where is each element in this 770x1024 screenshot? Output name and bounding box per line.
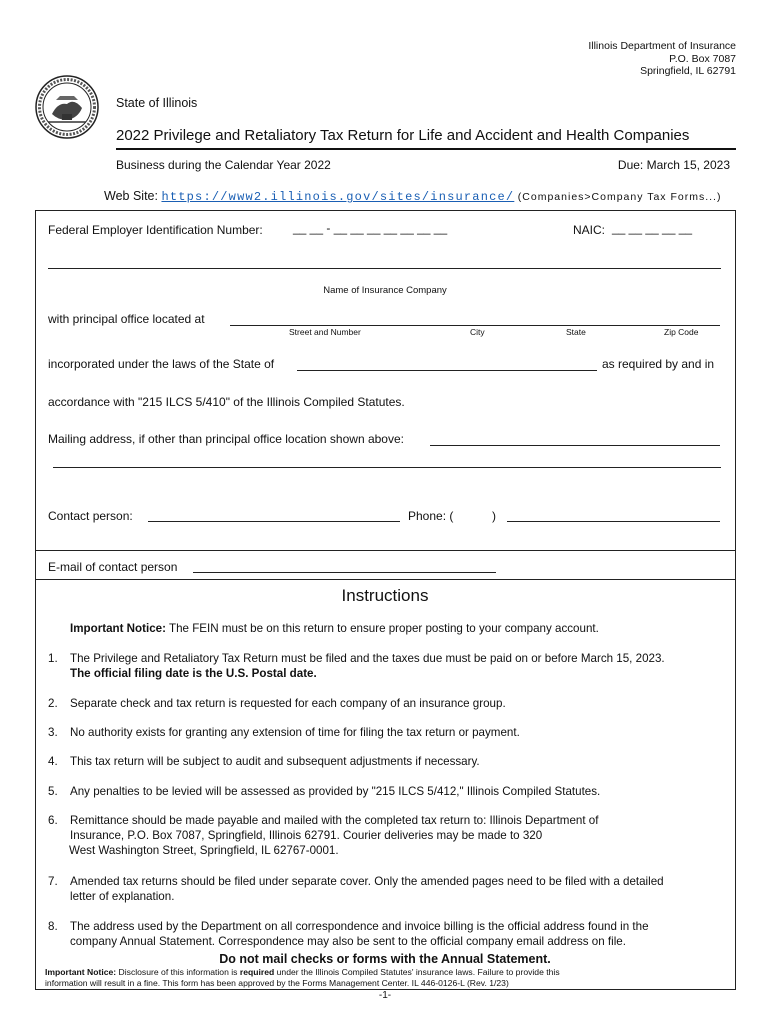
email-label: E-mail of contact person	[48, 560, 178, 574]
section-divider	[36, 550, 735, 551]
instruction-item-5: 5. Any penalties to be levied will be assessed as provided by "215 ILCS 5/412," Illinois Compiled Statutes.	[48, 785, 601, 798]
accordance-text: accordance with "215 ILCS 5/410" of the Illinois Compiled Statutes.	[48, 395, 405, 409]
city-caption: City	[470, 327, 485, 337]
notice-text: The FEIN must be on this return to ensure proper posting to your company account.	[169, 622, 599, 635]
state-name: State of Illinois	[116, 96, 198, 110]
incorporated-label: incorporated under the laws of the State of	[48, 357, 275, 371]
page-number: -1-	[378, 990, 392, 1001]
fein-label: Federal Employer Identification Number:	[48, 223, 263, 237]
company-name-caption: Name of Insurance Company	[323, 285, 447, 296]
instruction-item-6: 6. Remittance should be made payable and mailed with the completed tax return to: Illinois Department of Insurance, P.O. Box 7087, Springfield, Illinois 62791. Courier deliveries may be made to 320 West Washington Street, Springfield, IL 62767-0001.	[48, 814, 599, 857]
as-required-text: as required by and in	[602, 357, 715, 371]
business-year: Business during the Calendar Year 2022	[116, 158, 331, 172]
incorporated-state-field[interactable]	[297, 370, 597, 371]
website-note: (Companies>Company Tax Forms...)	[517, 191, 722, 203]
mailing-field[interactable]	[430, 445, 720, 446]
fein-field[interactable]: __ __ - __ __ __ __ __ __ __	[293, 221, 448, 235]
naic-field[interactable]: __ __ __ __ __	[612, 221, 693, 235]
no-mail-notice: Do not mail checks or forms with the Annual Statement.	[219, 952, 551, 966]
instruction-item-1: 1. The Privilege and Retaliatory Tax Return must be filed and the taxes due must be paid on or before March 15, 2023. The official filing date is the U.S. Postal date.	[48, 652, 665, 680]
principal-office-field[interactable]	[230, 325, 720, 326]
contact-label: Contact person:	[48, 509, 133, 523]
email-field[interactable]	[193, 572, 496, 573]
instructions-title: Instructions	[341, 586, 429, 605]
due-date: Due: March 15, 2023	[617, 158, 730, 172]
phone-close-paren: )	[492, 509, 496, 523]
agency-name: Illinois Department of Insurance	[588, 40, 736, 52]
website-label: Web Site:	[104, 189, 158, 203]
notice-bold: Important Notice:	[70, 622, 166, 635]
form-title: 2022 Privilege and Retaliatory Tax Return for Life and Accident and Health Companies	[116, 127, 690, 144]
title-rule	[116, 148, 736, 150]
instruction-item-2: 2. Separate check and tax return is requested for each company of an insurance group.	[48, 697, 506, 710]
company-name-field[interactable]	[48, 268, 721, 269]
street-caption: Street and Number	[289, 327, 361, 337]
instruction-item-7: 7. Amended tax returns should be filed under separate cover. Only the amended pages need to be filed with a detailed letter of explanation.	[48, 875, 664, 903]
website-link[interactable]: https://www2.illinois.gov/sites/insurance/	[161, 190, 515, 204]
contact-field[interactable]	[148, 521, 400, 522]
website-line	[104, 189, 721, 204]
state-seal-icon	[34, 74, 100, 140]
instruction-item-4: 4. This tax return will be subject to audit and subsequent adjustments if necessary.	[48, 755, 480, 768]
agency-address	[588, 40, 736, 78]
instruction-item-8: 8. The address used by the Department on all correspondence and invoice billing is the official address found in the company Annual Statement. Correspondence may also be sent to the official company email address on file.	[48, 920, 649, 948]
mailing-field-line2[interactable]	[53, 467, 721, 468]
state-caption: State	[566, 327, 586, 337]
mailing-label: Mailing address, if other than principal office location shown above:	[48, 432, 404, 446]
instructions-divider	[36, 579, 735, 580]
agency-po-box: P.O. Box 7087	[669, 52, 736, 65]
important-notice	[70, 621, 599, 636]
instruction-item-3: 3. No authority exists for granting any extension of time for filing the tax return or payment.	[48, 726, 520, 739]
naic-label: NAIC:	[573, 223, 606, 237]
phone-label: Phone: (	[408, 509, 454, 523]
phone-field[interactable]	[507, 521, 720, 522]
principal-office-label: with principal office located at	[48, 312, 205, 326]
zip-caption: Zip Code	[664, 327, 699, 337]
disclosure-notice: Important Notice: Disclosure of this information is required under the Illinois Compiled Statutes' insurance laws. Failure to provide this information will result in a fine. This form has been approved by the Forms Management Center. IL 446-0126-L (Rev. 1/23)	[45, 967, 560, 988]
agency-city: Springfield, IL 62791	[640, 65, 736, 77]
